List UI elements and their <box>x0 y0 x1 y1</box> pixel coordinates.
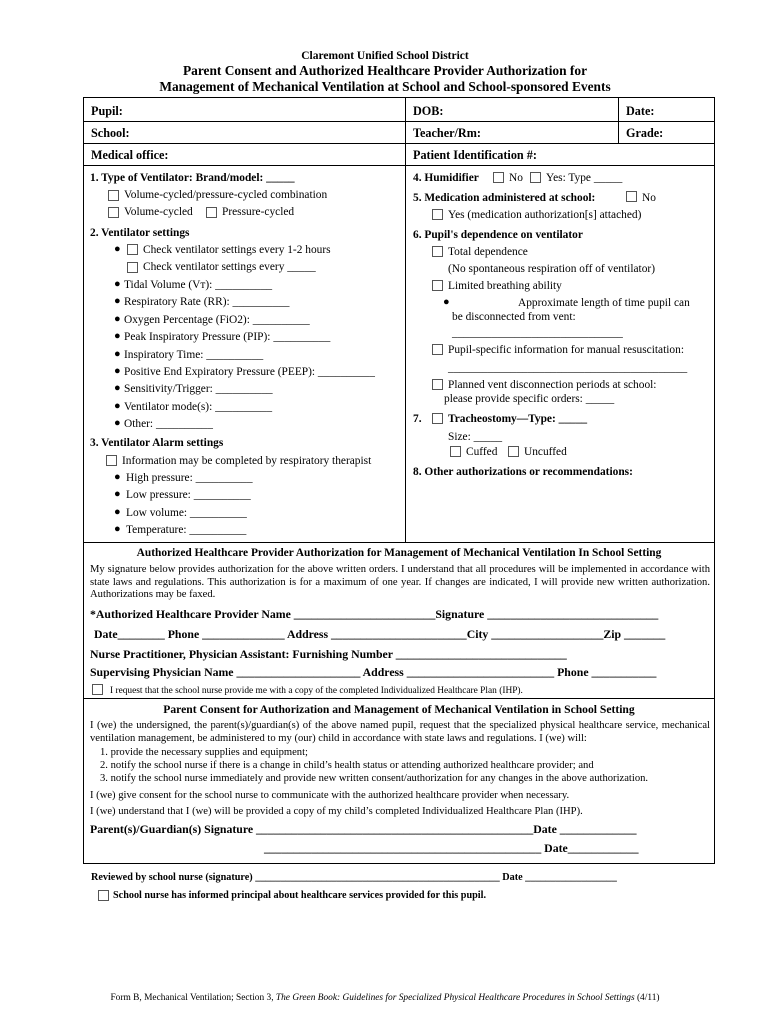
bullet-icon: ● <box>114 365 121 377</box>
bullet-icon: ● <box>114 243 121 255</box>
q1-pressure-checkbox[interactable] <box>206 207 217 218</box>
footer-prefix: Form B, Mechanical Ventilation; Section 3, <box>110 993 276 1003</box>
q6-limited-label: Limited breathing ability <box>448 280 562 292</box>
parent-item: 3. notify the school nurse immediately and provide new written consent/authorization for any changes in the above authorization. <box>100 773 649 784</box>
q6-total-label: Total dependence <box>448 246 528 258</box>
list-item[interactable]: Other: __________ <box>124 418 213 430</box>
q4-no-label: No <box>509 172 523 184</box>
q3-alarm-settings: 3. Ventilator Alarm settings <box>90 437 224 449</box>
q6-dependence: 6. Pupil's dependence on ventilator <box>413 229 583 241</box>
q6-planned-checkbox[interactable] <box>432 379 443 390</box>
q5-no-checkbox[interactable] <box>626 191 637 202</box>
provider-name-signature-line[interactable]: *Authorized Healthcare Provider Name ________________________Signature _____________________________ <box>90 607 659 621</box>
footer-book-title: The Green Book: Guidelines for Specialized Physical Healthcare Procedures in School Settings <box>275 993 635 1003</box>
date-field[interactable]: Date: <box>626 104 655 118</box>
list-item[interactable]: Sensitivity/Trigger: __________ <box>124 383 273 395</box>
pupil-field[interactable]: Pupil: <box>91 104 123 118</box>
provider-paragraph: My signature below provides authorization for the above written orders. I understand that all procedures will be implemented in accordance with state laws and regulations. This authorization is for a maximum of one year. If changes are indicated, I will provide new written authorization. Authorizations may be faxed. <box>90 564 710 601</box>
q1-ventilator-type: 1. Type of Ventilator: Brand/model: _____ <box>90 172 295 184</box>
form-title-line-1: Parent Consent and Authorized Healthcare Provider Authorization for <box>182 63 588 78</box>
dob-field[interactable]: DOB: <box>413 104 444 118</box>
furnishing-number-line[interactable]: Nurse Practitioner, Physician Assistant: Furnishing Number _____________________________ <box>90 647 567 661</box>
parent-ihp-text: I (we) understand that I (we) will be provided a copy of my child’s completed Individualized Healthcare Plan (IHP). <box>90 806 583 817</box>
bullet-icon: ● <box>114 471 121 483</box>
parent-item: 1. provide the necessary supplies and equipment; <box>100 747 308 758</box>
page-footer <box>0 993 770 1003</box>
list-item[interactable]: Positive End Expiratory Pressure (PEEP): __________ <box>124 366 375 378</box>
patient-id-field[interactable]: Patient Identification #: <box>413 148 537 162</box>
q2-check-1-2-hours-checkbox[interactable] <box>127 244 138 255</box>
medical-office-field[interactable]: Medical office: <box>91 148 169 162</box>
parent-item: 2. notify the school nurse if there is a change in child’s health status or attending authorized healthcare provider; and <box>100 760 594 771</box>
q7-uncuffed-label: Uncuffed <box>524 446 567 458</box>
school-field[interactable]: School: <box>91 126 130 140</box>
form-title-line-2: Management of Mechanical Ventilation at School and School-sponsored Events <box>159 79 611 94</box>
list-item[interactable]: Peak Inspiratory Pressure (PIP): __________ <box>124 331 331 343</box>
list-item[interactable]: Respiratory Rate (RR): __________ <box>124 296 290 308</box>
q7-tracheostomy-label: Tracheostomy—Type: _____ <box>448 413 588 425</box>
bullet-icon: ● <box>114 488 121 500</box>
list-item[interactable]: Low pressure: __________ <box>126 489 251 501</box>
q2-ventilator-settings: 2. Ventilator settings <box>90 227 190 239</box>
footer-suffix: (4/11) <box>634 993 660 1003</box>
q4-humidifier: 4. Humidifier <box>413 172 479 184</box>
q5-yes-label: Yes (medication authorization[s] attached) <box>448 209 642 221</box>
q5-medication: 5. Medication administered at school: <box>413 192 596 204</box>
q6-disconnect-time-input[interactable]: ______________________________ <box>452 327 623 339</box>
q7-size[interactable]: Size: _____ <box>448 431 503 443</box>
q6-manual-checkbox[interactable] <box>432 344 443 355</box>
q2-check-every-checkbox[interactable] <box>127 262 138 273</box>
q1-combination-label: Volume-cycled/pressure-cycled combination <box>124 189 328 201</box>
parent-consent-text: I (we) give consent for the school nurse to communicate with the authorized healthcare provider when necessary. <box>90 790 570 801</box>
q6-manual-label: Pupil-specific information for manual resuscitation: <box>448 344 684 356</box>
parent-signature-line-2[interactable]: _______________________________________________ Date____________ <box>264 841 639 855</box>
q5-no-label: No <box>642 192 656 204</box>
q2-check-1-2-hours-label: Check ventilator settings every 1-2 hours <box>143 244 331 256</box>
q1-combination-checkbox[interactable] <box>108 190 119 201</box>
q6-limited-checkbox[interactable] <box>432 280 443 291</box>
q7-uncuffed-checkbox[interactable] <box>508 446 519 457</box>
q8-other: 8. Other authorizations or recommendations: <box>413 466 633 478</box>
bullet-icon: ● <box>114 417 121 429</box>
list-item[interactable]: High pressure: __________ <box>126 472 253 484</box>
parent-section-heading: Parent Consent for Authorization and Management of Mechanical Ventilation in School Setting <box>163 703 635 716</box>
q1-volume-checkbox[interactable] <box>108 207 119 218</box>
q7-cuffed-checkbox[interactable] <box>450 446 461 457</box>
parent-signature-line[interactable]: Parent(s)/Guardian(s) Signature _______________________________________________Date _____________ <box>90 822 637 836</box>
q4-yes-checkbox[interactable] <box>530 172 541 183</box>
q7-cuffed-label: Cuffed <box>466 446 498 458</box>
bullet-icon: ● <box>114 400 121 412</box>
grade-field[interactable]: Grade: <box>626 126 664 140</box>
q4-yes-label: Yes: Type _____ <box>546 172 623 184</box>
q1-volume-label: Volume-cycled <box>124 206 193 218</box>
q6-approx-label-2: be disconnected from vent: <box>452 311 576 323</box>
provider-contact-line[interactable]: Date________ Phone ______________ Address _______________________City ___________________Zip _______ <box>94 627 666 641</box>
supervising-physician-line[interactable]: Supervising Physician Name _____________________ Address _________________________ Phone ___________ <box>90 665 657 679</box>
list-item[interactable]: Ventilator mode(s): __________ <box>124 401 273 413</box>
school-nurse-review-line[interactable]: Reviewed by school nurse (signature) ________________________________________________ Date __________________ <box>91 872 617 883</box>
bullet-icon: ● <box>114 330 121 342</box>
q6-approx-label: Approximate length of time pupil can <box>518 297 690 309</box>
q6-total-checkbox[interactable] <box>432 246 443 257</box>
teacher-room-field[interactable]: Teacher/Rm: <box>413 126 481 140</box>
q7-number: 7. <box>413 413 422 425</box>
q6-total-note: (No spontaneous respiration off of ventilator) <box>448 263 655 275</box>
principal-informed-label: School nurse has informed principal about healthcare services provided for this pupil. <box>113 890 487 901</box>
q6-planned-label-2: please provide specific orders: _____ <box>444 393 615 405</box>
list-item[interactable]: Inspiratory Time: __________ <box>124 349 264 361</box>
q3-respiratory-therapist-checkbox[interactable] <box>106 455 117 466</box>
list-item[interactable]: Temperature: __________ <box>126 524 247 536</box>
q6-manual-input[interactable]: __________________________________________ <box>448 362 688 374</box>
list-item[interactable]: Tidal Volume (Vᴛ): __________ <box>124 279 273 291</box>
bullet-icon: ● <box>114 313 121 325</box>
bullet-icon: ● <box>114 348 121 360</box>
q6-planned-label: Planned vent disconnection periods at school: <box>448 379 657 391</box>
bullet-icon: ● <box>114 295 121 307</box>
principal-informed-checkbox[interactable] <box>98 890 109 901</box>
bullet-icon: ● <box>114 382 121 394</box>
q7-tracheostomy-checkbox[interactable] <box>432 413 443 424</box>
bullet-icon: ● <box>114 278 121 290</box>
q4-no-checkbox[interactable] <box>493 172 504 183</box>
list-item[interactable]: Low volume: __________ <box>126 507 247 519</box>
q2-check-every-label: Check ventilator settings every _____ <box>143 261 316 273</box>
ihp-copy-label: I request that the school nurse provide me with a copy of the completed Individualized Healthcare Plan (IHP). <box>110 686 523 696</box>
list-item[interactable]: Oxygen Percentage (FiO2): __________ <box>124 314 310 326</box>
bullet-icon: ● <box>114 523 121 535</box>
q3-respiratory-therapist-label: Information may be completed by respiratory therapist <box>122 455 372 467</box>
bullet-icon: ● <box>443 296 450 308</box>
provider-section-heading: Authorized Healthcare Provider Authorization for Management of Mechanical Ventilation In School Setting <box>136 547 662 559</box>
q5-yes-checkbox[interactable] <box>432 209 443 220</box>
ihp-copy-checkbox[interactable] <box>92 684 103 695</box>
bullet-icon: ● <box>114 506 121 518</box>
district-name: Claremont Unified School District <box>301 50 469 62</box>
parent-intro: I (we) the undersigned, the parent(s)/guardian(s) of the above named pupil, request that the specialized physical healthcare service, mechanical ventilation management, be administered to my (our) child in accordance with state laws and regulations. I (we) will: <box>90 720 710 744</box>
q1-pressure-label: Pressure-cycled <box>222 206 295 218</box>
